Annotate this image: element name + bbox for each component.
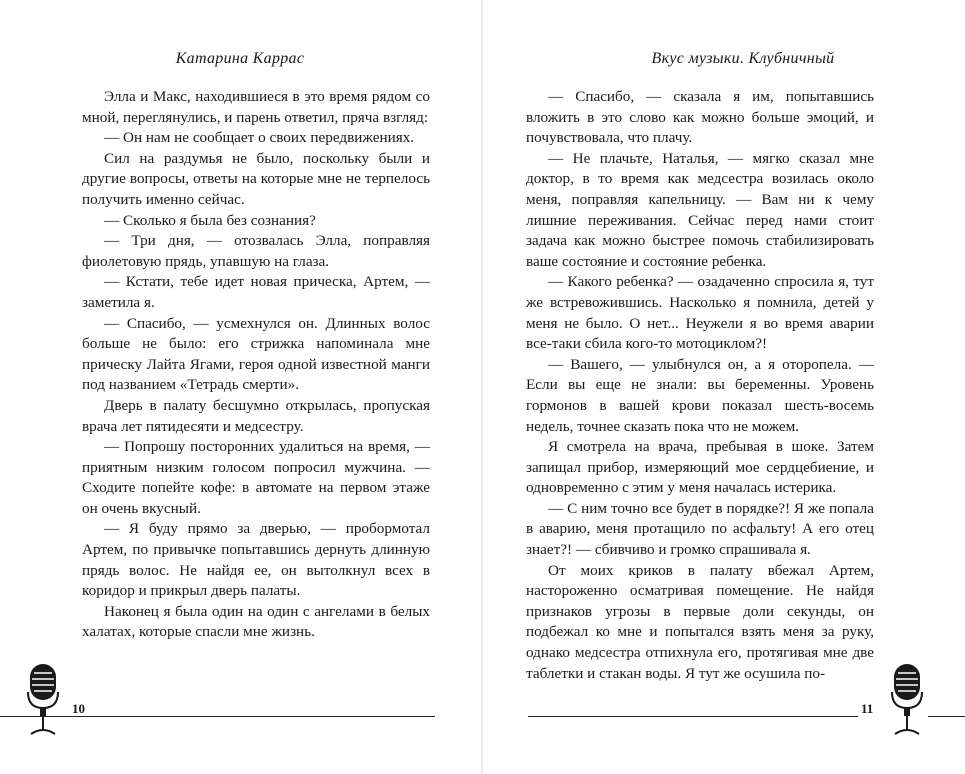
paragraph: — Он нам не сообщает о своих передвижениях. — [104, 129, 415, 147]
paragraph: — Кстати, тебе идет новая прическа, Артем, — заметила я. — [82, 273, 430, 311]
paragraph: Наконец я была один на один с ангелами в белых халатах, которые спасли мне жизнь. — [82, 602, 430, 641]
paragraph: — Я буду прямо за дверью, — пробормотал Артем, по привычке попытавшись дернуть длинную прядь волос. Не найдя ее, он вытолкнул всех в коридор и прикрыл дверь палаты. — [82, 520, 430, 600]
left-page-text — [82, 87, 430, 643]
paragraph: Элла и Макс, находившиеся в это время рядом со мной, переглянулись, и парень ответил, пряча взгляд: — [82, 88, 430, 126]
paragraph: — С ним точно все будет в порядке?! Я же попала в аварию, меня протащило по асфальту! А его отец знает?! — сбивчиво и громко спрашивала я. — [526, 499, 874, 559]
paragraph: Я смотрела на врача, пребывая в шоке. Затем запищал прибор, измеряющий мое сердцебиение, и одновременно с этим у меня началась истерика. — [526, 438, 874, 497]
paragraph: Дверь в палату бесшумно открылась, пропуская врача лет пятидесяти и медсестру. — [82, 396, 430, 435]
running-head-author: Катарина Каррас — [175, 50, 305, 67]
paragraph: Сил на раздумья не было, поскольку были и другие вопросы, ответы на которые мне не терпелось получить именно сейчас. — [82, 149, 430, 208]
page-number: 10 — [72, 701, 85, 716]
paragraph: — Вашего, — улыбнулся он, а я оторопела. — Если вы еще не знали: вы беременны. Уровень гормонов в вашей крови показал шесть-восемь недель, точнее сказать пока что не можем. — [526, 355, 874, 435]
paragraph: — Три дня, — отозвалась Элла, поправляя фиолетовую прядь, упавшую на глаза. — [82, 232, 430, 270]
paragraph: — Спасибо, — усмехнулся он. Длинных волос больше не было: его стрижка напоминала мне прическу Лайта Ягами, героя одной известной манги под названием «Тетрадь смерти». — [82, 314, 430, 394]
footer-rule — [0, 716, 435, 717]
footer-rule — [528, 716, 858, 717]
microphone-icon — [22, 662, 64, 742]
running-head-title: Вкус музыки. Клубничный — [651, 50, 835, 67]
paragraph: — Попрошу посторонних удалиться на время, — приятным низким голосом попросил мужчина. — Сходите попейте кофе: в автомате на первом этаже он очень вкусный. — [82, 438, 430, 517]
right-page — [483, 0, 965, 774]
paragraph: — Спасибо, — сказала я им, попытавшись вложить в это слово как можно больше эмоций, и почувствовала, что плачу. — [526, 88, 874, 147]
paragraph: От моих криков в палату вбежал Артем, настороженно осматривая помещение. Не найдя признаков угрозы в первые доли секунды, он подбежал ко мне и попытался взять меня за руку, однако медсестра отпихнула его, протягивая мне две таблетки и стакан воды. Я тут же осушила по- — [526, 561, 874, 682]
left-page — [0, 0, 482, 774]
paragraph: — Какого ребенка? — озадаченно спросила я, тут же встревожившись. Насколько я помнила, детей у меня не было. О нет... Неужели я во время аварии все-таки сбила кого-то мотоциклом?! — [526, 273, 874, 353]
footer-rule — [928, 716, 965, 717]
paragraph: — Сколько я была без сознания? — [104, 211, 316, 229]
page-number: 11 — [861, 701, 874, 716]
paragraph: — Не плачьте, Наталья, — мягко сказал мне доктор, в то время как медсестра возилась около меня, поправляя капельницу. — Вам ни к чему лишние переживания. Сейчас перед нами стоит задача как можно быстрее помочь стабилизировать ваше состояние и состояние ребенка. — [526, 149, 874, 270]
right-page-text — [526, 87, 874, 684]
microphone-icon — [886, 662, 928, 742]
